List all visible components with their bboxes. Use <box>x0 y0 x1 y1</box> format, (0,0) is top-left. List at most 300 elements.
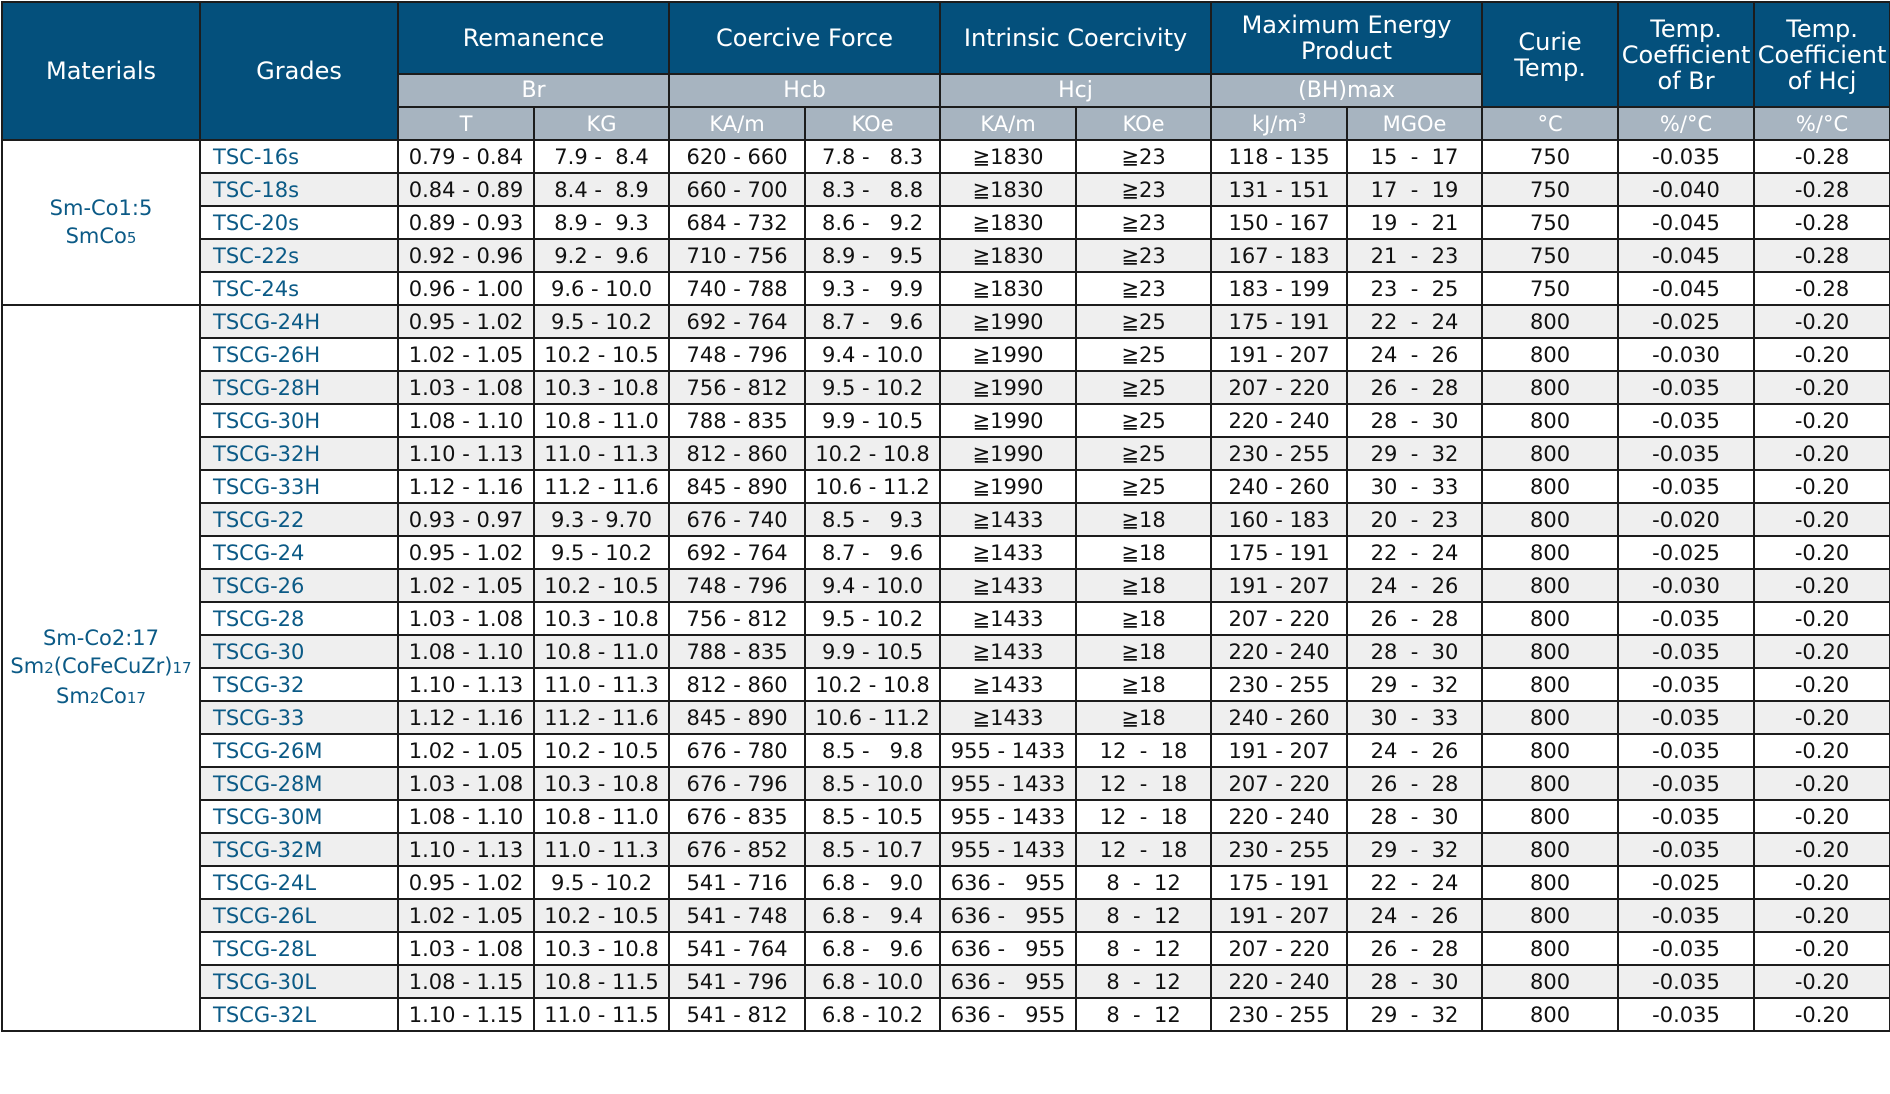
cell-hcb-koe: 9.4 - 10.0 <box>805 569 940 602</box>
cell-temp-coeff-hcj: -0.20 <box>1754 437 1890 470</box>
cell-temp-coeff-hcj: -0.28 <box>1754 206 1890 239</box>
cell-hcb-koe: 6.8 - 9.0 <box>805 866 940 899</box>
cell-temp-coeff-hcj: -0.20 <box>1754 569 1890 602</box>
cell-hcj-koe: ≧18 <box>1076 503 1211 536</box>
cell-temp-coeff-hcj: -0.20 <box>1754 800 1890 833</box>
cell-bhmax-kjm3: 230 - 255 <box>1211 833 1347 866</box>
cell-bhmax-mgoe: 28 - 30 <box>1347 800 1482 833</box>
cell-temp-coeff-br: -0.035 <box>1618 140 1754 173</box>
cell-hcj-kam: ≧1990 <box>940 437 1076 470</box>
header-tchcj-line3: of Hcj <box>1787 66 1857 95</box>
cell-temp-coeff-br: -0.035 <box>1618 470 1754 503</box>
cell-hcj-kam: 636 - 955 <box>940 998 1076 1031</box>
cell-bhmax-mgoe: 22 - 24 <box>1347 305 1482 338</box>
cell-hcb-kam: 845 - 890 <box>669 701 805 734</box>
cell-br-t: 0.84 - 0.89 <box>398 173 534 206</box>
cell-hcb-kam: 541 - 764 <box>669 932 805 965</box>
magnet-grades-table <box>1 1 1890 1032</box>
cell-hcj-kam: 955 - 1433 <box>940 833 1076 866</box>
cell-hcb-kam: 692 - 764 <box>669 305 805 338</box>
cell-hcj-kam: ≧1433 <box>940 668 1076 701</box>
table-row <box>2 701 1890 734</box>
cell-bhmax-mgoe: 29 - 32 <box>1347 833 1482 866</box>
cell-hcj-kam: 955 - 1433 <box>940 767 1076 800</box>
cell-curie-temp: 800 <box>1482 338 1618 371</box>
header-symbol-hcb: Hcb <box>669 74 940 107</box>
cell-bhmax-kjm3: 230 - 255 <box>1211 437 1347 470</box>
cell-bhmax-mgoe: 24 - 26 <box>1347 338 1482 371</box>
cell-temp-coeff-br: -0.045 <box>1618 272 1754 305</box>
cell-hcj-kam: ≧1433 <box>940 569 1076 602</box>
cell-bhmax-mgoe: 26 - 28 <box>1347 767 1482 800</box>
cell-hcj-koe: 12 - 18 <box>1076 734 1211 767</box>
cell-bhmax-mgoe: 22 - 24 <box>1347 866 1482 899</box>
cell-bhmax-mgoe: 29 - 32 <box>1347 998 1482 1031</box>
cell-hcj-kam: 955 - 1433 <box>940 734 1076 767</box>
cell-hcj-kam: 636 - 955 <box>940 932 1076 965</box>
cell-bhmax-kjm3: 160 - 183 <box>1211 503 1347 536</box>
table-row <box>2 305 1890 338</box>
cell-bhmax-kjm3: 240 - 260 <box>1211 701 1347 734</box>
cell-curie-temp: 800 <box>1482 800 1618 833</box>
cell-hcj-koe: ≧18 <box>1076 635 1211 668</box>
unit-kjm3 <box>1211 107 1347 140</box>
header-symbol-bhmax: (BH)max <box>1211 74 1482 107</box>
cell-temp-coeff-br: -0.020 <box>1618 503 1754 536</box>
cell-grade: TSC-18s <box>200 173 398 206</box>
cell-hcb-kam: 541 - 812 <box>669 998 805 1031</box>
cell-curie-temp: 800 <box>1482 899 1618 932</box>
cell-hcb-koe: 8.5 - 9.3 <box>805 503 940 536</box>
material-smco5-line2: SmCo <box>65 223 127 248</box>
cell-br-t: 1.02 - 1.05 <box>398 569 534 602</box>
cell-hcj-koe: ≧23 <box>1076 239 1211 272</box>
cell-bhmax-kjm3: 230 - 255 <box>1211 668 1347 701</box>
cell-temp-coeff-hcj: -0.20 <box>1754 635 1890 668</box>
cell-br-kg: 10.2 - 10.5 <box>534 734 669 767</box>
cell-hcb-kam: 812 - 860 <box>669 668 805 701</box>
cell-temp-coeff-br: -0.035 <box>1618 833 1754 866</box>
table-row <box>2 800 1890 833</box>
header-max-energy-product <box>1211 2 1482 74</box>
cell-br-t: 0.92 - 0.96 <box>398 239 534 272</box>
cell-hcj-koe: 8 - 12 <box>1076 965 1211 998</box>
cell-grade: TSCG-28M <box>200 767 398 800</box>
cell-temp-coeff-hcj: -0.20 <box>1754 899 1890 932</box>
cell-br-t: 1.08 - 1.10 <box>398 800 534 833</box>
header-grades: Grades <box>200 2 398 140</box>
cell-br-kg: 10.2 - 10.5 <box>534 338 669 371</box>
cell-br-t: 0.79 - 0.84 <box>398 140 534 173</box>
cell-bhmax-kjm3: 183 - 199 <box>1211 272 1347 305</box>
cell-hcj-kam: ≧1433 <box>940 701 1076 734</box>
material-sm2co17-line3a: Sm <box>56 684 90 708</box>
cell-hcb-koe: 8.5 - 9.8 <box>805 734 940 767</box>
cell-temp-coeff-br: -0.035 <box>1618 899 1754 932</box>
cell-br-kg: 11.2 - 11.6 <box>534 470 669 503</box>
cell-hcj-koe: ≧25 <box>1076 371 1211 404</box>
cell-br-kg: 9.6 - 10.0 <box>534 272 669 305</box>
table-row <box>2 998 1890 1031</box>
cell-grade: TSCG-33 <box>200 701 398 734</box>
material-sm2co17-line2-sub: 2 <box>44 659 54 677</box>
cell-bhmax-kjm3: 150 - 167 <box>1211 206 1347 239</box>
cell-curie-temp: 750 <box>1482 206 1618 239</box>
cell-bhmax-mgoe: 15 - 17 <box>1347 140 1482 173</box>
cell-bhmax-mgoe: 21 - 23 <box>1347 239 1482 272</box>
cell-temp-coeff-br: -0.025 <box>1618 305 1754 338</box>
cell-hcj-koe: ≧25 <box>1076 470 1211 503</box>
cell-grade: TSCG-24L <box>200 866 398 899</box>
material-sm2co17 <box>2 305 200 1031</box>
cell-br-t: 1.12 - 1.16 <box>398 701 534 734</box>
cell-bhmax-kjm3: 207 - 220 <box>1211 602 1347 635</box>
cell-hcj-koe: ≧23 <box>1076 206 1211 239</box>
cell-curie-temp: 800 <box>1482 734 1618 767</box>
cell-hcj-koe: 12 - 18 <box>1076 800 1211 833</box>
material-sm2co17-line2b: (CoFeCuZr) <box>53 654 173 678</box>
cell-br-t: 1.02 - 1.05 <box>398 338 534 371</box>
cell-bhmax-kjm3: 131 - 151 <box>1211 173 1347 206</box>
table-row <box>2 404 1890 437</box>
cell-temp-coeff-br: -0.035 <box>1618 800 1754 833</box>
cell-grade: TSCG-28L <box>200 932 398 965</box>
cell-bhmax-mgoe: 22 - 24 <box>1347 536 1482 569</box>
cell-temp-coeff-br: -0.040 <box>1618 173 1754 206</box>
cell-hcj-koe: ≧25 <box>1076 338 1211 371</box>
table-row <box>2 206 1890 239</box>
cell-grade: TSCG-30H <box>200 404 398 437</box>
cell-br-kg: 11.0 - 11.5 <box>534 998 669 1031</box>
cell-bhmax-kjm3: 175 - 191 <box>1211 305 1347 338</box>
cell-hcj-koe: 8 - 12 <box>1076 899 1211 932</box>
material-sm2co17-line3-sub: 2 <box>89 689 100 707</box>
cell-br-t: 0.96 - 1.00 <box>398 272 534 305</box>
cell-grade: TSCG-30L <box>200 965 398 998</box>
cell-grade: TSCG-24 <box>200 536 398 569</box>
cell-hcb-kam: 812 - 860 <box>669 437 805 470</box>
cell-br-kg: 9.5 - 10.2 <box>534 305 669 338</box>
cell-temp-coeff-hcj: -0.20 <box>1754 965 1890 998</box>
cell-temp-coeff-br: -0.035 <box>1618 734 1754 767</box>
cell-hcb-kam: 756 - 812 <box>669 602 805 635</box>
cell-hcb-kam: 541 - 716 <box>669 866 805 899</box>
cell-bhmax-mgoe: 24 - 26 <box>1347 899 1482 932</box>
cell-hcb-kam: 676 - 740 <box>669 503 805 536</box>
cell-temp-coeff-br: -0.035 <box>1618 371 1754 404</box>
cell-hcb-kam: 541 - 748 <box>669 899 805 932</box>
cell-hcb-koe: 8.5 - 10.7 <box>805 833 940 866</box>
cell-temp-coeff-br: -0.035 <box>1618 932 1754 965</box>
cell-bhmax-kjm3: 220 - 240 <box>1211 635 1347 668</box>
cell-hcj-kam: 636 - 955 <box>940 866 1076 899</box>
unit-celsius: °C <box>1482 107 1618 140</box>
cell-bhmax-mgoe: 19 - 21 <box>1347 206 1482 239</box>
cell-hcj-kam: 636 - 955 <box>940 899 1076 932</box>
cell-curie-temp: 800 <box>1482 701 1618 734</box>
table-row <box>2 437 1890 470</box>
cell-hcb-koe: 8.9 - 9.5 <box>805 239 940 272</box>
cell-bhmax-kjm3: 175 - 191 <box>1211 866 1347 899</box>
cell-br-kg: 11.2 - 11.6 <box>534 701 669 734</box>
cell-hcj-kam: ≧1990 <box>940 470 1076 503</box>
cell-bhmax-mgoe: 30 - 33 <box>1347 701 1482 734</box>
cell-bhmax-mgoe: 29 - 32 <box>1347 437 1482 470</box>
cell-br-t: 1.03 - 1.08 <box>398 602 534 635</box>
cell-curie-temp: 800 <box>1482 833 1618 866</box>
cell-temp-coeff-br: -0.035 <box>1618 668 1754 701</box>
table-row <box>2 668 1890 701</box>
cell-br-kg: 9.5 - 10.2 <box>534 536 669 569</box>
material-sm2co17-line3b: Co <box>99 684 127 708</box>
cell-hcb-kam: 748 - 796 <box>669 569 805 602</box>
table-row <box>2 734 1890 767</box>
header-max-energy-line2: Product <box>1300 37 1393 65</box>
cell-hcj-koe: ≧18 <box>1076 569 1211 602</box>
cell-temp-coeff-hcj: -0.20 <box>1754 602 1890 635</box>
cell-hcj-kam: 955 - 1433 <box>940 800 1076 833</box>
cell-bhmax-kjm3: 118 - 135 <box>1211 140 1347 173</box>
table-row <box>2 536 1890 569</box>
cell-hcj-koe: ≧23 <box>1076 173 1211 206</box>
cell-temp-coeff-br: -0.030 <box>1618 338 1754 371</box>
cell-bhmax-mgoe: 26 - 28 <box>1347 932 1482 965</box>
cell-hcb-koe: 8.7 - 9.6 <box>805 536 940 569</box>
cell-temp-coeff-br: -0.045 <box>1618 206 1754 239</box>
cell-hcj-koe: 8 - 12 <box>1076 932 1211 965</box>
cell-hcb-koe: 10.2 - 10.8 <box>805 668 940 701</box>
cell-br-kg: 11.0 - 11.3 <box>534 668 669 701</box>
material-sm2co17-line2a: Sm <box>10 654 45 678</box>
cell-hcj-kam: ≧1830 <box>940 140 1076 173</box>
table-row <box>2 635 1890 668</box>
header-tcbr-line2: Coefficient <box>1621 40 1751 69</box>
cell-grade: TSC-20s <box>200 206 398 239</box>
cell-curie-temp: 750 <box>1482 272 1618 305</box>
cell-bhmax-kjm3: 220 - 240 <box>1211 800 1347 833</box>
unit-hcj-koe: KOe <box>1076 107 1211 140</box>
cell-hcj-kam: ≧1830 <box>940 206 1076 239</box>
header-symbol-hcj: Hcj <box>940 74 1211 107</box>
cell-hcj-kam: ≧1433 <box>940 503 1076 536</box>
cell-curie-temp: 800 <box>1482 965 1618 998</box>
header-intrinsic-coercivity: Intrinsic Coercivity <box>940 2 1211 74</box>
cell-hcj-kam: ≧1990 <box>940 305 1076 338</box>
table-row <box>2 602 1890 635</box>
cell-hcb-kam: 676 - 835 <box>669 800 805 833</box>
cell-br-t: 0.93 - 0.97 <box>398 503 534 536</box>
cell-br-t: 1.10 - 1.13 <box>398 437 534 470</box>
header-tcbr-line3: of Br <box>1657 66 1715 95</box>
cell-grade: TSCG-26H <box>200 338 398 371</box>
cell-curie-temp: 750 <box>1482 239 1618 272</box>
cell-hcj-kam: ≧1990 <box>940 338 1076 371</box>
cell-hcj-koe: ≧18 <box>1076 668 1211 701</box>
cell-hcb-koe: 10.2 - 10.8 <box>805 437 940 470</box>
header-max-energy-line1: Maximum Energy <box>1241 11 1452 39</box>
cell-temp-coeff-hcj: -0.20 <box>1754 371 1890 404</box>
table-body <box>2 140 1890 1031</box>
cell-temp-coeff-hcj: -0.20 <box>1754 404 1890 437</box>
cell-br-kg: 8.9 - 9.3 <box>534 206 669 239</box>
header-curie-line1: Curie <box>1518 27 1582 56</box>
cell-temp-coeff-hcj: -0.20 <box>1754 668 1890 701</box>
unit-hcb-koe: KOe <box>805 107 940 140</box>
cell-hcj-koe: ≧18 <box>1076 536 1211 569</box>
cell-curie-temp: 800 <box>1482 437 1618 470</box>
cell-br-kg: 9.2 - 9.6 <box>534 239 669 272</box>
cell-hcb-kam: 748 - 796 <box>669 338 805 371</box>
cell-br-kg: 10.8 - 11.0 <box>534 635 669 668</box>
cell-grade: TSCG-26M <box>200 734 398 767</box>
header-temp-coeff-hcj <box>1754 2 1890 107</box>
cell-bhmax-kjm3: 191 - 207 <box>1211 734 1347 767</box>
cell-br-t: 0.95 - 1.02 <box>398 536 534 569</box>
cell-hcb-kam: 692 - 764 <box>669 536 805 569</box>
cell-br-t: 0.89 - 0.93 <box>398 206 534 239</box>
cell-temp-coeff-hcj: -0.20 <box>1754 932 1890 965</box>
cell-temp-coeff-br: -0.035 <box>1618 701 1754 734</box>
cell-temp-coeff-hcj: -0.20 <box>1754 503 1890 536</box>
cell-temp-coeff-br: -0.035 <box>1618 998 1754 1031</box>
cell-hcb-koe: 6.8 - 10.0 <box>805 965 940 998</box>
unit-kjm-exponent: 3 <box>1297 111 1307 127</box>
cell-bhmax-kjm3: 167 - 183 <box>1211 239 1347 272</box>
cell-temp-coeff-hcj: -0.20 <box>1754 701 1890 734</box>
cell-hcj-koe: ≧25 <box>1076 404 1211 437</box>
cell-bhmax-mgoe: 28 - 30 <box>1347 965 1482 998</box>
cell-bhmax-kjm3: 191 - 207 <box>1211 899 1347 932</box>
cell-hcb-koe: 9.4 - 10.0 <box>805 338 940 371</box>
cell-curie-temp: 800 <box>1482 371 1618 404</box>
cell-grade: TSCG-30 <box>200 635 398 668</box>
cell-temp-coeff-hcj: -0.20 <box>1754 833 1890 866</box>
cell-hcj-koe: 12 - 18 <box>1076 833 1211 866</box>
cell-temp-coeff-br: -0.035 <box>1618 404 1754 437</box>
cell-br-kg: 11.0 - 11.3 <box>534 437 669 470</box>
table-row <box>2 767 1890 800</box>
cell-br-t: 0.95 - 1.02 <box>398 305 534 338</box>
cell-temp-coeff-hcj: -0.28 <box>1754 272 1890 305</box>
material-smco5-subscript: 5 <box>126 228 137 247</box>
table-row <box>2 470 1890 503</box>
cell-curie-temp: 800 <box>1482 866 1618 899</box>
cell-bhmax-kjm3: 207 - 220 <box>1211 371 1347 404</box>
cell-br-t: 1.10 - 1.13 <box>398 668 534 701</box>
cell-bhmax-mgoe: 28 - 30 <box>1347 635 1482 668</box>
cell-hcb-koe: 8.5 - 10.0 <box>805 767 940 800</box>
cell-curie-temp: 800 <box>1482 635 1618 668</box>
cell-bhmax-kjm3: 230 - 255 <box>1211 998 1347 1031</box>
cell-bhmax-kjm3: 207 - 220 <box>1211 932 1347 965</box>
cell-hcb-koe: 10.6 - 11.2 <box>805 701 940 734</box>
cell-grade: TSCG-22 <box>200 503 398 536</box>
cell-temp-coeff-hcj: -0.20 <box>1754 470 1890 503</box>
cell-grade: TSCG-24H <box>200 305 398 338</box>
cell-grade: TSCG-32M <box>200 833 398 866</box>
cell-hcj-koe: ≧23 <box>1076 272 1211 305</box>
cell-curie-temp: 800 <box>1482 404 1618 437</box>
table-row <box>2 569 1890 602</box>
cell-hcb-koe: 9.3 - 9.9 <box>805 272 940 305</box>
cell-curie-temp: 800 <box>1482 470 1618 503</box>
cell-hcj-koe: 8 - 12 <box>1076 998 1211 1031</box>
cell-br-t: 1.02 - 1.05 <box>398 734 534 767</box>
cell-grade: TSCG-32H <box>200 437 398 470</box>
cell-temp-coeff-hcj: -0.28 <box>1754 140 1890 173</box>
cell-temp-coeff-br: -0.035 <box>1618 965 1754 998</box>
cell-br-kg: 8.4 - 8.9 <box>534 173 669 206</box>
cell-hcb-kam: 676 - 852 <box>669 833 805 866</box>
cell-br-kg: 10.2 - 10.5 <box>534 569 669 602</box>
header-symbol-br: Br <box>398 74 669 107</box>
cell-hcb-kam: 676 - 780 <box>669 734 805 767</box>
table-row <box>2 899 1890 932</box>
cell-curie-temp: 750 <box>1482 173 1618 206</box>
cell-curie-temp: 800 <box>1482 503 1618 536</box>
cell-bhmax-mgoe: 23 - 25 <box>1347 272 1482 305</box>
cell-temp-coeff-hcj: -0.28 <box>1754 239 1890 272</box>
table-row <box>2 965 1890 998</box>
cell-hcb-koe: 8.6 - 9.2 <box>805 206 940 239</box>
cell-bhmax-kjm3: 220 - 240 <box>1211 404 1347 437</box>
unit-t: T <box>398 107 534 140</box>
cell-br-t: 0.95 - 1.02 <box>398 866 534 899</box>
cell-grade: TSCG-26L <box>200 899 398 932</box>
cell-bhmax-mgoe: 26 - 28 <box>1347 371 1482 404</box>
table-row <box>2 371 1890 404</box>
cell-bhmax-kjm3: 191 - 207 <box>1211 338 1347 371</box>
cell-bhmax-mgoe: 28 - 30 <box>1347 404 1482 437</box>
cell-grade: TSCG-26 <box>200 569 398 602</box>
cell-grade: TSCG-28H <box>200 371 398 404</box>
table-row <box>2 338 1890 371</box>
cell-hcj-kam: ≧1830 <box>940 272 1076 305</box>
cell-temp-coeff-hcj: -0.20 <box>1754 338 1890 371</box>
unit-kg: KG <box>534 107 669 140</box>
cell-hcb-kam: 845 - 890 <box>669 470 805 503</box>
cell-hcb-kam: 740 - 788 <box>669 272 805 305</box>
table-row <box>2 932 1890 965</box>
cell-grade: TSCG-33H <box>200 470 398 503</box>
cell-curie-temp: 800 <box>1482 602 1618 635</box>
cell-grade: TSC-22s <box>200 239 398 272</box>
cell-br-t: 1.03 - 1.08 <box>398 932 534 965</box>
cell-curie-temp: 800 <box>1482 569 1618 602</box>
cell-br-kg: 10.3 - 10.8 <box>534 371 669 404</box>
cell-hcb-kam: 710 - 756 <box>669 239 805 272</box>
cell-br-t: 1.12 - 1.16 <box>398 470 534 503</box>
cell-curie-temp: 800 <box>1482 767 1618 800</box>
cell-hcj-koe: 8 - 12 <box>1076 866 1211 899</box>
cell-temp-coeff-hcj: -0.20 <box>1754 998 1890 1031</box>
unit-percent-per-c-hcj: %/°C <box>1754 107 1890 140</box>
cell-bhmax-kjm3: 240 - 260 <box>1211 470 1347 503</box>
cell-grade: TSC-24s <box>200 272 398 305</box>
cell-temp-coeff-br: -0.035 <box>1618 602 1754 635</box>
cell-br-kg: 7.9 - 8.4 <box>534 140 669 173</box>
cell-hcb-koe: 6.8 - 9.6 <box>805 932 940 965</box>
cell-hcj-kam: ≧1433 <box>940 536 1076 569</box>
cell-temp-coeff-br: -0.025 <box>1618 536 1754 569</box>
cell-hcb-kam: 620 - 660 <box>669 140 805 173</box>
cell-hcj-kam: ≧1990 <box>940 404 1076 437</box>
unit-hcb-kam: KA/m <box>669 107 805 140</box>
cell-br-kg: 10.3 - 10.8 <box>534 932 669 965</box>
header-tchcj-line2: Coefficient <box>1757 40 1887 69</box>
cell-hcb-koe: 8.3 - 8.8 <box>805 173 940 206</box>
cell-hcb-kam: 676 - 796 <box>669 767 805 800</box>
